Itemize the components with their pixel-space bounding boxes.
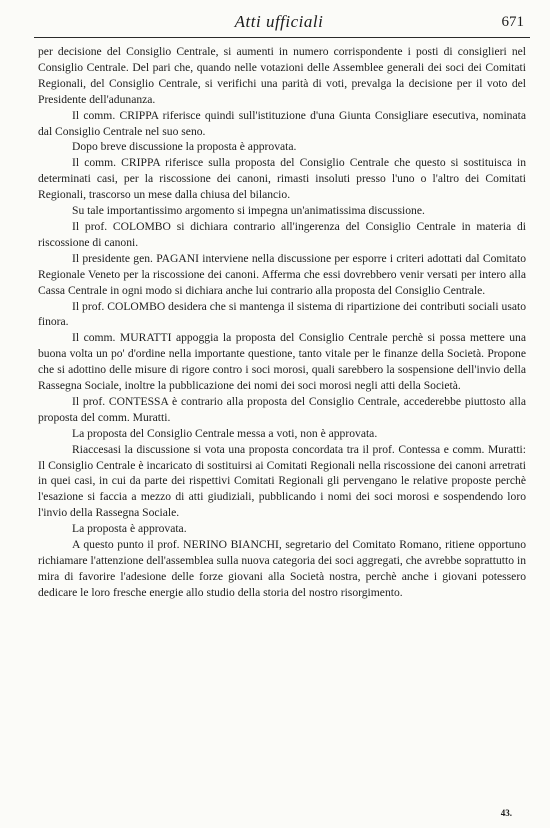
paragraph: A questo punto il prof. NERINO BIANCHI, segretario del Comitato Romano, ritiene opportuno richiamare l'attenzione dell'assemblea sulla nuova categoria dei soci aggregati, che avrebbe soprattutto in mira di favorire l'adesione delle forze giovani alla Società nostra, perchè anche i giovani potessero dedicare le loro fresche energie allo studio della storia del nostro risorgimento. bbox=[38, 538, 526, 599]
paragraph: Il comm. CRIPPA riferisce quindi sull'istituzione d'una Giunta Consigliare esecutiva, nominata dal Consiglio Centrale nel suo seno. bbox=[38, 108, 526, 138]
paragraph: Il prof. CONTESSA è contrario alla proposta del Consiglio Centrale, accederebbe piuttosto alla proposta del comm. Muratti. bbox=[38, 394, 526, 424]
paragraph: Riaccesasi la discussione si vota una proposta concordata tra il prof. Contessa e comm. Muratti: Il Consiglio Centrale è incaricato di sostituirsi ai Comitati Regionali nella riscossione dei canoni arretrati in quei casi, in cui da parte dei rispettivi Comitati Regionali gli pervengano le relative proposte perchè l'esazione si faccia a mezzo di atti giudiziali, pubblicando i nomi dei soci morosi e sospendendo loro l'invio della Rassegna Sociale. bbox=[38, 442, 526, 520]
paragraph: La proposta del Consiglio Centrale messa a voti, non è approvata. bbox=[72, 426, 378, 440]
paragraph: Dopo breve discussione la proposta è approvata. bbox=[72, 140, 297, 154]
paragraph: Il comm. MURATTI appoggia la proposta del Consiglio Centrale perchè si possa mettere una buona volta un po' d'ordine nella importante questione, tanto vitale per le finanze della Società. Propone che si adottino delle misure di rigore contro i soci morosi, quali sarebbero la sospensione dell'invio della Rassegna Sociale, inoltre la pubblicazione dei nomi dei soci morosi negli atti della Società. bbox=[38, 331, 526, 393]
paragraph: Il comm. CRIPPA riferisce sulla proposta del Consiglio Centrale che questo si sostituisca in determinati casi, per la riscossione dei canoni, rimasti insoluti presso l'uno o l'altro dei Comitati Regionali, trascorso un mese dalla chiusa del bilancio. bbox=[38, 156, 526, 202]
running-title: Atti ufficiali bbox=[234, 12, 324, 31]
paragraph: Il presidente gen. PAGANI interviene nella discussione per esporre i criteri adottati dal Comitato Regionale Veneto per la riscossione dei canoni. Afferma che essi dovrebbero venir versati per intero alla Cassa Centrale in ogni modo si dichiara anche lui contrario alla proposta del Consiglio Centrale. bbox=[38, 251, 526, 297]
paragraph: La proposta è approvata. bbox=[72, 522, 187, 536]
body-text bbox=[38, 44, 526, 601]
signature-mark: 43. bbox=[500, 808, 512, 818]
paragraph: Il prof. COLOMBO si dichiara contrario all'ingerenza del Consiglio Centrale in materia di riscossione di canoni. bbox=[38, 219, 526, 249]
paragraph: Il prof. COLOMBO desidera che si mantenga il sistema di ripartizione dei contributi sociali usato finora. bbox=[38, 299, 526, 329]
paragraph: Su tale importantissimo argomento si impegna un'animatissima discussione. bbox=[72, 204, 425, 218]
header-rule bbox=[34, 37, 530, 38]
page-number: 671 bbox=[501, 14, 524, 30]
running-header bbox=[30, 12, 528, 36]
paragraph: per decisione del Consiglio Centrale, si aumenti in numero corrispondente i posti di consiglieri nel Consiglio Centrale. Del pari che, quando nelle votazioni delle Assemblee generali dei soci dei Comitati Regionali, del Consiglio Centrale, si verifichi una parità di voti, prevalga la decisione per il voto del Presidente dell'adunanza. bbox=[38, 45, 526, 106]
